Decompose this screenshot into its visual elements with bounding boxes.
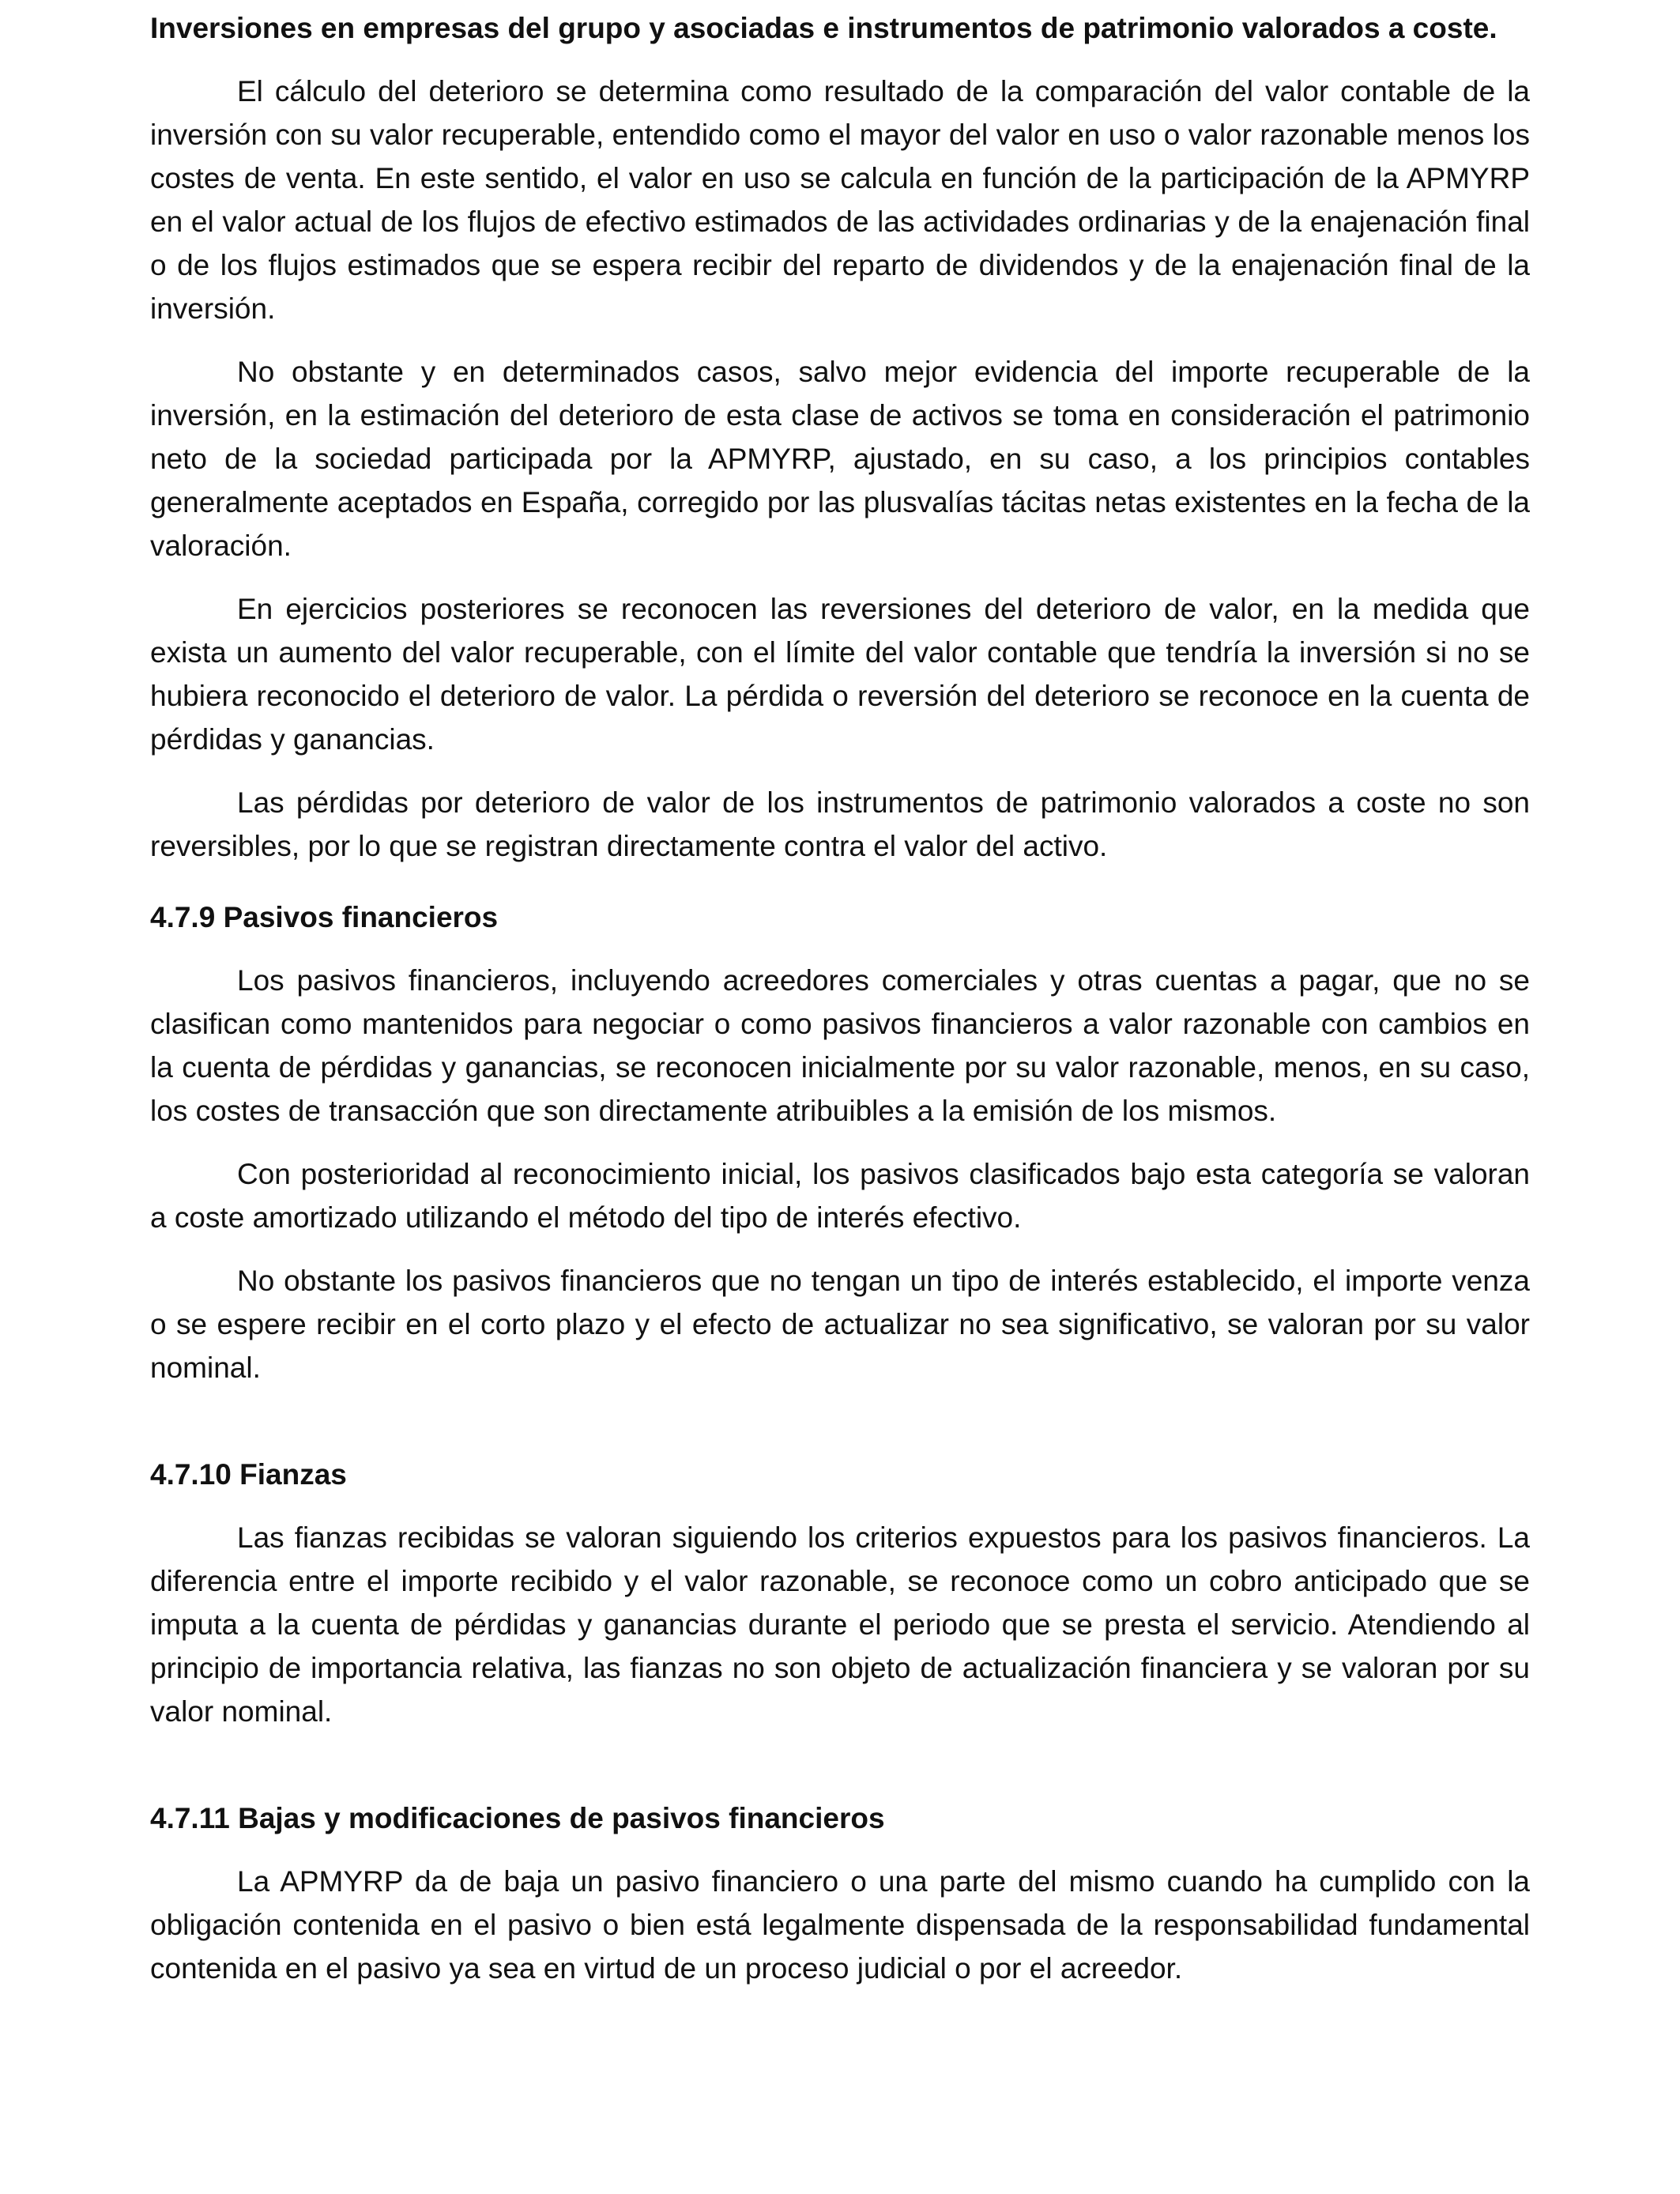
section-bajas-pasivos [150, 1796, 1530, 1990]
section-pasivos-financieros [150, 895, 1530, 1389]
spacer [150, 330, 1530, 350]
intro-heading: Inversiones en empresas del grupo y asociadas e instrumentos de patrimonio valorados a coste. [150, 12, 1497, 44]
intro-paragraph-1: El cálculo del deterioro se determina como resultado de la comparación del valor contable de la inversión con su valor recuperable, entendido como el mayor del valor en uso o valor razonable menos los costes de venta. En este sentido, el valor en uso se calcula en función de la participación de la APMYRP en el valor actual de los flujos de efectivo estimados de las actividades ordinarias y de la enajenación final o de los flujos estimados que se espera recibir del reparto de dividendos y de la enajenación final de la inversión. [150, 75, 1530, 325]
spacer [150, 868, 1530, 895]
spacer [150, 1496, 1530, 1516]
spacer [150, 567, 1530, 587]
intro-paragraph-2: No obstante y en determinados casos, salvo mejor evidencia del importe recuperable de la inversión, en la estimación del deterioro de esta clase de activos se toma en consideración el patrimonio neto de la sociedad participada por la APMYRP, ajustado, en su caso, a los principios contables generalmente aceptados en España, corregido por las plusvalías tácitas netas existentes en la fecha de la valoración. [150, 356, 1530, 562]
section-title: 4.7.10 Fianzas [150, 1458, 347, 1491]
spacer [150, 1389, 1530, 1453]
document-page [150, 6, 1530, 1990]
section-paragraph: Con posterioridad al reconocimiento inicial, los pasivos clasificados bajo esta categoría se valoran a coste amortizado utilizando el método del tipo de interés efectivo. [150, 1158, 1530, 1234]
section-title: 4.7.9 Pasivos financieros [150, 901, 499, 933]
section-paragraph: Las fianzas recibidas se valoran siguiendo los criterios expuestos para los pasivos financieros. La diferencia entre el importe recibido y el valor razonable, se reconoce como un cobro anticipado que se imputa a la cuenta de pérdidas y ganancias durante el periodo que se presta el servicio. Atendiendo al principio de importancia relativa, las fianzas no son objeto de actualización financiera y se valoran por su valor nominal. [150, 1521, 1530, 1728]
intro-paragraph-4: Las pérdidas por deterioro de valor de los instrumentos de patrimonio valorados a coste no son reversibles, por lo que se registran directamente contra el valor del activo. [150, 786, 1530, 862]
spacer [150, 1133, 1530, 1152]
intro-paragraph-3: En ejercicios posteriores se reconocen las reversiones del deterioro de valor, en la medida que exista un aumento del valor recuperable, con el límite del valor contable que tendría la inversión si no se hubiera reconocido el deterioro de valor. La pérdida o reversión del deterioro se reconoce en la cuenta de pérdidas y ganancias. [150, 593, 1530, 756]
spacer [150, 1733, 1530, 1796]
section-title: 4.7.11 Bajas y modificaciones de pasivos financieros [150, 1802, 885, 1834]
spacer [150, 1840, 1530, 1860]
section-paragraph: Los pasivos financieros, incluyendo acreedores comerciales y otras cuentas a pagar, que no se clasifican como mantenidos para negociar o como pasivos financieros a valor razonable con cambios en la cuenta de pérdidas y ganancias, se reconocen inicialmente por su valor razonable, menos, en su caso, los costes de transacción que son directamente atribuibles a la emisión de los mismos. [150, 964, 1530, 1127]
spacer [150, 761, 1530, 781]
section-paragraph: La APMYRP da de baja un pasivo financiero o una parte del mismo cuando ha cumplido con la obligación contenida en el pasivo o bien está legalmente dispensada de la responsabilidad fundamental contenida en el pasivo ya sea en virtud de un proceso judicial o por el acreedor. [150, 1865, 1530, 1985]
spacer [150, 1239, 1530, 1259]
spacer [150, 939, 1530, 959]
spacer [150, 50, 1530, 70]
section-fianzas [150, 1453, 1530, 1733]
section-paragraph: No obstante los pasivos financieros que no tengan un tipo de interés establecido, el importe venza o se espere recibir en el corto plazo y el efecto de actualizar no sea significativo, se valoran por su valor nominal. [150, 1265, 1530, 1384]
